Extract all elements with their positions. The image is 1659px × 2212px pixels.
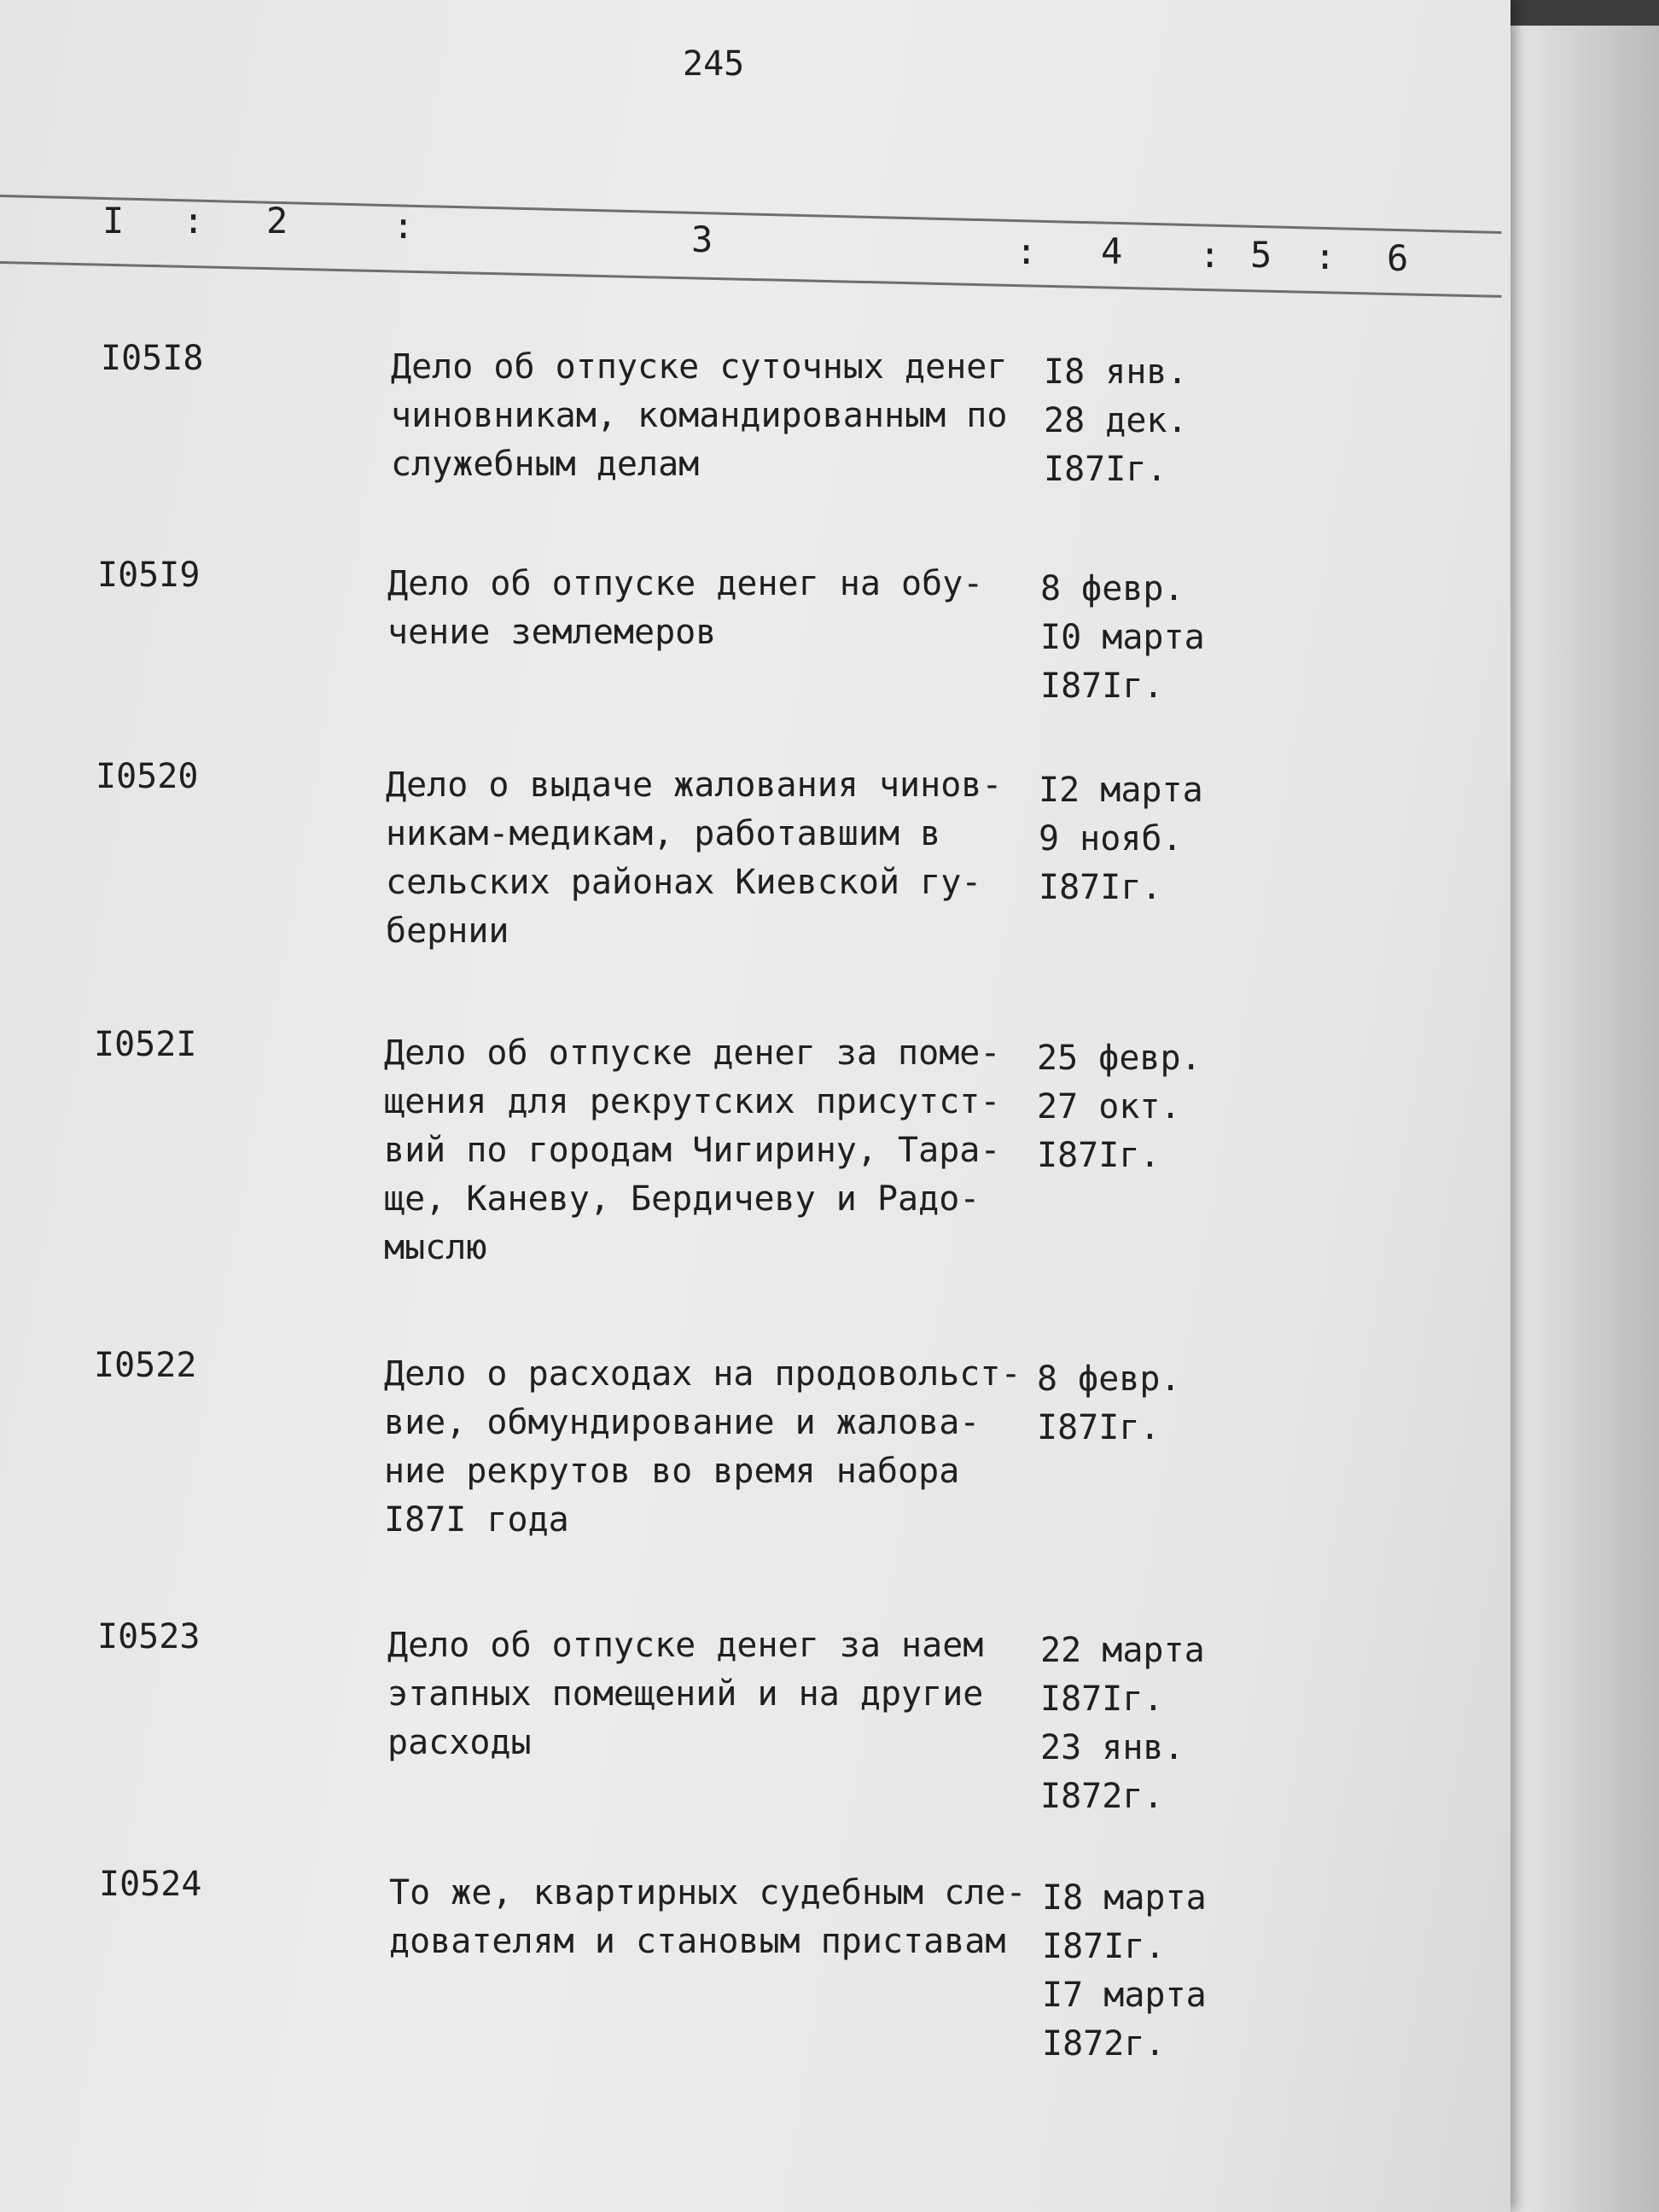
- header-separator: :: [183, 200, 205, 242]
- entry-title-line: вий по городам Чигирину, Тара-: [384, 1131, 1001, 1170]
- entry-date-line: 25 февр.: [1037, 1039, 1202, 1078]
- header-separator: :: [1199, 234, 1221, 276]
- entry-title-line: этапных помещений и на другие: [387, 1674, 984, 1714]
- entry-date-line: 22 марта: [1040, 1631, 1205, 1670]
- header-col-3: 3: [691, 218, 713, 260]
- header-col-1: I: [102, 200, 125, 242]
- entry-title-line: Дело об отпуске денег на обу-: [387, 564, 984, 603]
- entry-title-line: Дело об отпуске суточных денег: [391, 347, 1008, 387]
- entry-date-line: I7 марта: [1042, 1976, 1207, 2015]
- entry-title-line: дователям и становым приставам: [389, 1922, 1006, 1961]
- entry-title-line: I87I года: [384, 1500, 569, 1540]
- entry-date-line: I87Iг.: [1040, 667, 1164, 706]
- entry-date-line: I87Iг.: [1037, 1408, 1161, 1447]
- entry-title-line: сельских районах Киевской гу-: [386, 863, 982, 902]
- entry-title-line: мыслю: [384, 1228, 487, 1267]
- entry-title: [384, 1029, 1050, 1272]
- header-col-6: 6: [1387, 237, 1409, 279]
- header-separator: :: [393, 205, 415, 247]
- entry-title-line: расходы: [387, 1723, 532, 1762]
- entry-date-line: 9 нояб.: [1039, 819, 1183, 859]
- entry-number: I0522: [94, 1346, 197, 1385]
- entry-dates: [1037, 1034, 1276, 1180]
- entry-date-line: I2 марта: [1039, 771, 1203, 810]
- entry-date-line: I8 марта: [1042, 1878, 1207, 1918]
- entry-dates: [1044, 348, 1283, 494]
- header-col-2: 2: [266, 200, 288, 242]
- entry-date-line: 27 окт.: [1037, 1087, 1181, 1126]
- entry-date-line: I87Iг.: [1040, 1679, 1164, 1719]
- header-separator: :: [1016, 230, 1038, 272]
- entry-date-line: I872г.: [1040, 1777, 1164, 1816]
- entry-date-line: I87Iг.: [1039, 868, 1162, 907]
- entry-title-line: Дело об отпуске денег за наем: [387, 1626, 984, 1665]
- entry-date-line: 8 февр.: [1037, 1359, 1181, 1399]
- entry-date-line: I87Iг.: [1044, 450, 1167, 489]
- entry-dates: [1040, 565, 1279, 711]
- entry-date-line: I87Iг.: [1037, 1136, 1161, 1175]
- entry-title-line: ще, Каневу, Бердичеву и Радо-: [384, 1179, 981, 1219]
- entry-title: [384, 1350, 1050, 1545]
- entry-title-line: чение землемеров: [387, 613, 717, 652]
- entry-date-line: 8 февр.: [1040, 569, 1185, 608]
- header-col-5: 5: [1250, 234, 1272, 276]
- entry-dates: [1042, 1874, 1281, 2069]
- entry-dates: [1039, 766, 1278, 912]
- entry-title-line: чиновникам, командированным по: [391, 396, 1008, 435]
- entry-date-line: I0 марта: [1040, 618, 1205, 657]
- entry-title: [391, 343, 1057, 489]
- entry-date-line: 28 дек.: [1044, 401, 1188, 440]
- table-header-bottom-rule: [0, 261, 1502, 298]
- header-separator: :: [1314, 236, 1336, 277]
- entry-title: [387, 560, 1053, 657]
- entry-dates: [1040, 1627, 1279, 1821]
- header-col-4: 4: [1101, 230, 1123, 272]
- entry-date-line: I872г.: [1042, 2024, 1166, 2064]
- entry-title: [387, 1621, 1053, 1767]
- entry-title-line: То же, квартирных судебным сле-: [389, 1873, 1027, 1912]
- entry-number: I0524: [99, 1865, 202, 1904]
- entry-dates: [1037, 1355, 1276, 1452]
- entry-date-line: I8 янв.: [1044, 352, 1188, 392]
- entry-date-line: 23 янв.: [1040, 1728, 1185, 1767]
- entry-title: [389, 1869, 1055, 1966]
- page-number: 245: [683, 44, 745, 84]
- entry-title-line: вие, обмундирование и жалова-: [384, 1403, 981, 1442]
- entry-title-line: служебным делам: [391, 445, 700, 484]
- entry-number: I05I9: [97, 556, 201, 595]
- entry-title-line: бернии: [386, 911, 509, 951]
- entry-title: [386, 761, 1051, 956]
- entry-number: I05I8: [101, 339, 204, 378]
- table-header: [0, 198, 1502, 279]
- entry-title-line: ние рекрутов во время набора: [384, 1452, 960, 1491]
- entry-title-line: Дело о расходах на продовольст-: [384, 1354, 1022, 1394]
- entry-title-line: щения для рекрутских присутст-: [384, 1082, 1001, 1121]
- entry-number: I0523: [97, 1617, 201, 1656]
- entry-date-line: I87Iг.: [1042, 1927, 1166, 1966]
- entry-title-line: Дело о выдаче жалования чинов-: [386, 765, 1003, 805]
- entry-title-line: никам-медикам, работавшим в: [386, 814, 941, 853]
- entry-number: I0520: [96, 757, 199, 796]
- entry-title-line: Дело об отпуске денег за поме-: [384, 1033, 1001, 1073]
- entry-number: I052I: [94, 1025, 197, 1064]
